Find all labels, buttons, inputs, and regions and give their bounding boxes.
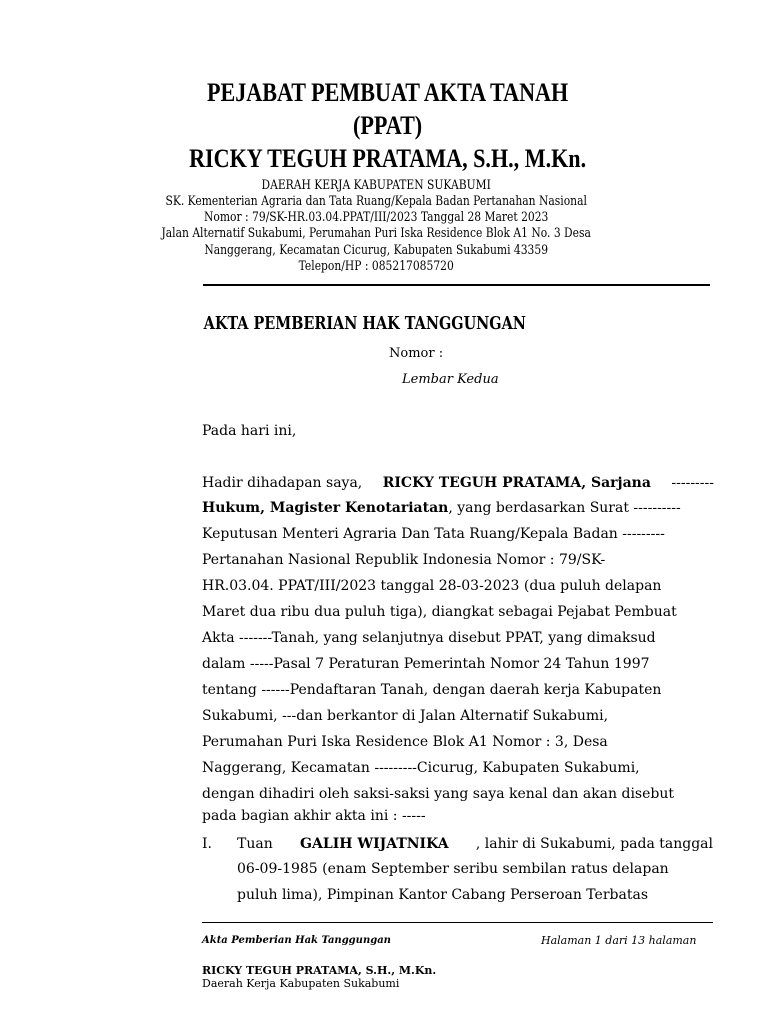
- office-abbreviation: (PPAT): [353, 111, 423, 140]
- party-line: [237, 834, 713, 854]
- body-text: ---------: [671, 475, 714, 491]
- footer-page-info: Halaman 1 dari 13 halaman: [541, 934, 697, 947]
- body-line: Maret dua ribu dua puluh tiga), diangkat sebagai Pejabat Pembuat: [202, 604, 677, 620]
- body-line: Perumahan Puri Iska Residence Blok A1 Nomor : 3, Desa: [202, 734, 608, 750]
- office-title: PEJABAT PEMBUAT AKTA TANAH: [206, 78, 569, 107]
- body-line: Pertanahan Nasional Republik Indonesia Nomor : 79/SK-: [202, 552, 606, 568]
- officer-name-inline: RICKY TEGUH PRATAMA, Sarjana: [382, 475, 651, 491]
- footer-officer-name: RICKY TEGUH PRATAMA, S.H., M.Kn.: [202, 964, 437, 977]
- body-text: , yang berdasarkan Surat ----------: [448, 500, 681, 516]
- deed-title: AKTA PEMBERIAN HAK TANGGUNGAN: [203, 313, 526, 334]
- decree-line: SK. Kementerian Agraria dan Tata Ruang/Kepala Badan Pertanahan Nasional: [165, 194, 587, 209]
- degree-inline: Hukum, Magister Kenotariatan: [202, 500, 449, 516]
- address-line-1: Jalan Alternatif Sukabumi, Perumahan Puri Iska Residence Blok A1 No. 3 Desa: [161, 226, 591, 241]
- body-line: dalam -----Pasal 7 Peraturan Pemerintah Nomor 24 Tahun 1997: [202, 656, 650, 672]
- party-number: I.: [202, 836, 212, 852]
- copy-label: Lembar Kedua: [402, 372, 499, 387]
- opening-text: Pada hari ini,: [202, 423, 297, 439]
- phone-line: Telepon/HP : 085217085720: [298, 259, 454, 274]
- party-name: GALIH WIJATNIKA: [300, 836, 449, 852]
- decree-number-line: Nomor : 79/SK-HR.03.04.PPAT/III/2023 Tanggal 28 Maret 2023: [204, 210, 549, 225]
- footer-divider: [202, 922, 713, 923]
- deed-number-label: Nomor :: [389, 346, 444, 361]
- party-line: puluh lima), Pimpinan Kantor Cabang Perseroan Terbatas: [237, 887, 649, 903]
- body-line: Keputusan Menteri Agraria Dan Tata Ruang/Kepala Badan ---------: [202, 526, 665, 542]
- body-text: Tuan: [237, 836, 273, 852]
- body-text: Hadir dihadapan saya,: [202, 475, 363, 491]
- body-line: Sukabumi, ---dan berkantor di Jalan Alternatif Sukabumi,: [202, 708, 609, 724]
- work-area-line: DAERAH KERJA KABUPATEN SUKABUMI: [261, 178, 491, 193]
- header-divider: [203, 284, 710, 286]
- body-line: [202, 498, 681, 518]
- body-line: pada bagian akhir akta ini : -----: [202, 808, 426, 824]
- body-line: [202, 473, 714, 493]
- body-line: Naggerang, Kecamatan ---------Cicurug, Kabupaten Sukabumi,: [202, 760, 640, 776]
- address-line-2: Nanggerang, Kecamatan Cicurug, Kabupaten Sukabumi 43359: [204, 243, 549, 258]
- party-line: 06-09-1985 (enam September seribu sembilan ratus delapan: [237, 861, 669, 877]
- body-line: HR.03.04. PPAT/III/2023 tanggal 28-03-2023 (dua puluh delapan: [202, 578, 662, 594]
- body-line: Akta -------Tanah, yang selanjutnya disebut PPAT, yang dimaksud: [202, 630, 656, 646]
- body-text: , lahir di Sukabumi, pada tanggal: [475, 836, 713, 852]
- body-line: dengan dihadiri oleh saksi-saksi yang saya kenal dan akan disebut: [202, 786, 675, 802]
- officer-name: RICKY TEGUH PRATAMA, S.H., M.Kn.: [189, 144, 587, 173]
- body-line: tentang ------Pendaftaran Tanah, dengan daerah kerja Kabupaten: [202, 682, 662, 698]
- footer-work-area: Daerah Kerja Kabupaten Sukabumi: [202, 977, 400, 990]
- footer-doc-title: Akta Pemberian Hak Tanggungan: [202, 935, 391, 946]
